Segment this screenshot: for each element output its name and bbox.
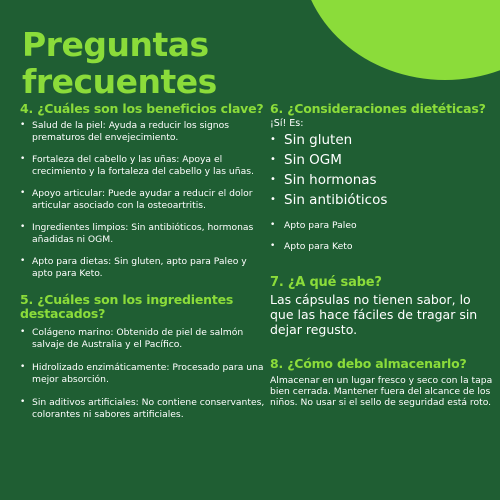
faq-section-ingredients: [20, 293, 265, 420]
faq-heading-diet: 6. ¿Consideraciones dietéticas?: [270, 101, 486, 116]
list-item: • Salud de la piel: Ayuda a reducir los signos prematuros del envejecimiento.: [20, 120, 265, 143]
list-item: • Sin hormonas: [270, 170, 498, 190]
list-item: • Sin OGM: [270, 150, 498, 170]
page-title: [22, 26, 217, 100]
decorative-circle: [300, 0, 500, 80]
faq-section-diet: [270, 102, 498, 252]
faq-answer-taste: Las cápsulas no tienen sabor, lo que las hace fáciles de tragar sin dejar regusto.: [270, 292, 478, 337]
faq-heading-storage: 8. ¿Cómo debo almacenarlo?: [270, 356, 467, 371]
title-line-1: Preguntas: [22, 25, 209, 64]
benefits-list: [20, 120, 265, 279]
faq-section-taste: [270, 276, 498, 337]
list-item: • Colágeno marino: Obtenido de piel de salmón salvaje de Australia y el Pacífico.: [20, 327, 265, 350]
faq-heading-taste: 7. ¿A qué sabe?: [270, 275, 382, 290]
right-column: [270, 102, 498, 408]
list-item: • Apto para dietas: Sin gluten, apto para Paleo y apto para Keto.: [20, 256, 265, 279]
diet-list: [270, 130, 498, 210]
list-item: • Sin antibióticos: [270, 190, 498, 210]
list-item: • Sin gluten: [270, 130, 498, 150]
list-item: • Apto para Keto: [270, 241, 498, 252]
diet-extra-list: [270, 220, 498, 252]
faq-answer-storage: Almacenar en un lugar fresco y seco con la tapa bien cerrada. Mantener fuera del alcance de los niños. No usar si el sello de seguridad está roto.: [270, 375, 493, 408]
list-item: • Fortaleza del cabello y las uñas: Apoya el crecimiento y la fortaleza del cabello y las uñas.: [20, 154, 265, 177]
title-line-2: frecuentes: [22, 62, 217, 101]
list-item: • Apoyo articular: Puede ayudar a reducir el dolor articular asociado con la osteoartritis.: [20, 188, 265, 211]
ingredients-list: [20, 327, 265, 420]
list-item: • Sin aditivos artificiales: No contiene conservantes, colorantes ni sabores artificiales.: [20, 397, 265, 420]
faq-section-benefits: [20, 102, 265, 279]
list-item: • Hidrolizado enzimáticamente: Procesado para una mejor absorción.: [20, 362, 265, 385]
diet-lead: ¡Sí! Es:: [270, 118, 304, 129]
left-column: [20, 102, 265, 432]
faq-heading-benefits: 4. ¿Cuáles son los beneficios clave?: [20, 101, 264, 116]
faq-section-storage: [270, 357, 498, 408]
list-item: • Apto para Paleo: [270, 220, 498, 231]
list-item: • Ingredientes limpios: Sin antibióticos, hormonas añadidas ni OGM.: [20, 222, 265, 245]
faq-heading-ingredients: 5. ¿Cuáles son los ingredientes destacados?: [20, 292, 234, 321]
